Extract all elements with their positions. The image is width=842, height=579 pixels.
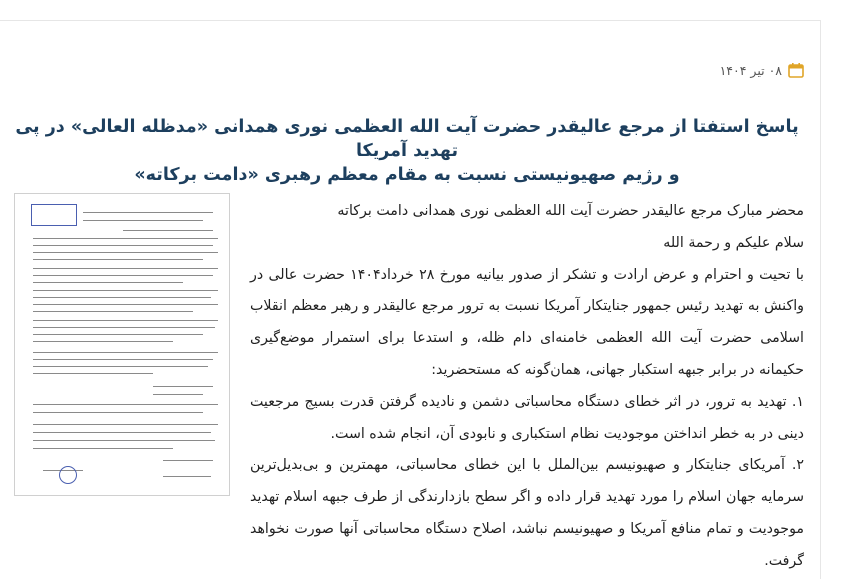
article-body <box>250 196 804 578</box>
letter-text-line <box>33 366 208 367</box>
article-title[interactable] <box>10 115 804 187</box>
paragraph: محضر مبارک مرجع عالیقدر حضرت آیت الله العظمی نوری همدانی دامت برکاته <box>337 203 804 219</box>
paragraph: ۲. آمریکای جنایتکار و صهیونیسم بین‌الملل با این خطای محاسباتی، مهمترین و بی‌بدیل‌ترین سرمایه جهان اسلام را مورد تهدید قرار داده و اگر سطح بازدارندگی از طرف جبهه اسلام تهدید موجودیت و تمام منافع آمریکا و صهیونیسم نباشد، اصلاح دستگاه محاسباتی آنها صورت نخواهد گرفت. <box>250 457 804 569</box>
letter-seal <box>59 466 77 484</box>
letter-text-line <box>33 311 193 312</box>
letter-text-line <box>33 448 173 449</box>
date-text: ۰۸ تیر ۱۴۰۴ <box>719 62 782 78</box>
paragraph: با تحیت و احترام و عرض ارادت و تشکر از صدور بیانیه مورخ ۲۸ خرداد۱۴۰۴ حضرت عالی در واکنش به تهدید رئیس جمهور جنایتکار آمریکا نسبت به ترور مرجع عالیقدر و رهبر معظم انقلاب اسلامی حضرت آیت الله العظمی خامنه‌ای دام ظله، و استدعا برای استمرار موضع‌گیری حکیمانه در برابر جبهه استکبار جهانی، همان‌گونه که مستحضرید: <box>250 266 804 378</box>
letter-text-line <box>33 432 211 433</box>
letter-text-line <box>33 424 218 425</box>
letter-text-line <box>163 460 213 461</box>
letter-text-line <box>33 341 173 342</box>
letter-image[interactable] <box>14 193 230 496</box>
title-line-2[interactable]: و رژیم صهیونیستی نسبت به مقام معظم رهبری «دامت برکاته» <box>134 165 680 185</box>
letter-stamp <box>31 204 77 226</box>
letter-text-line <box>123 230 213 231</box>
letter-text-line <box>33 440 215 441</box>
letter-text-line <box>33 245 213 246</box>
letter-text-line <box>153 394 203 395</box>
letter-text-line <box>33 252 218 253</box>
letter-text-line <box>33 290 218 291</box>
paragraph: ۱. تهدید به ترور، در اثر خطای دستگاه محاسباتی دشمن و نادیده گرفتن قدرت بسیج مرجعیت دینی در به خطر انداختن موجودیت نظام استکباری و نابودی آن، انجام شده است. <box>250 393 804 442</box>
article-date <box>720 62 804 78</box>
letter-text-line <box>33 373 153 374</box>
letter-text-line <box>33 304 218 305</box>
letter-text-line <box>33 412 203 413</box>
letter-text-line <box>33 359 213 360</box>
letter-text-line <box>33 334 203 335</box>
letter-text-line <box>33 259 203 260</box>
paragraph: سلام علیکم و رحمة الله <box>663 234 804 251</box>
letter-text-line <box>33 297 211 298</box>
letter-text-line <box>33 268 218 269</box>
title-line-1[interactable]: پاسخ استفتا از مرجع عالیقدر حضرت آیت الله العظمی نوری همدانی «مدظله العالی» در پی تهدید آمریکا <box>15 117 799 161</box>
letter-text-line <box>83 212 213 213</box>
letter-text-line <box>153 386 213 387</box>
letter-image-content <box>23 200 221 489</box>
top-divider <box>0 20 820 21</box>
letter-text-line <box>33 404 218 405</box>
content-border <box>820 20 821 579</box>
letter-text-line <box>33 352 218 353</box>
letter-text-line <box>33 327 215 328</box>
letter-text-line <box>33 282 183 283</box>
letter-text-line <box>83 220 203 221</box>
letter-text-line <box>33 275 213 276</box>
letter-text-line <box>33 320 218 321</box>
calendar-icon <box>788 62 804 78</box>
letter-text-line <box>33 238 218 239</box>
letter-text-line <box>163 476 211 477</box>
